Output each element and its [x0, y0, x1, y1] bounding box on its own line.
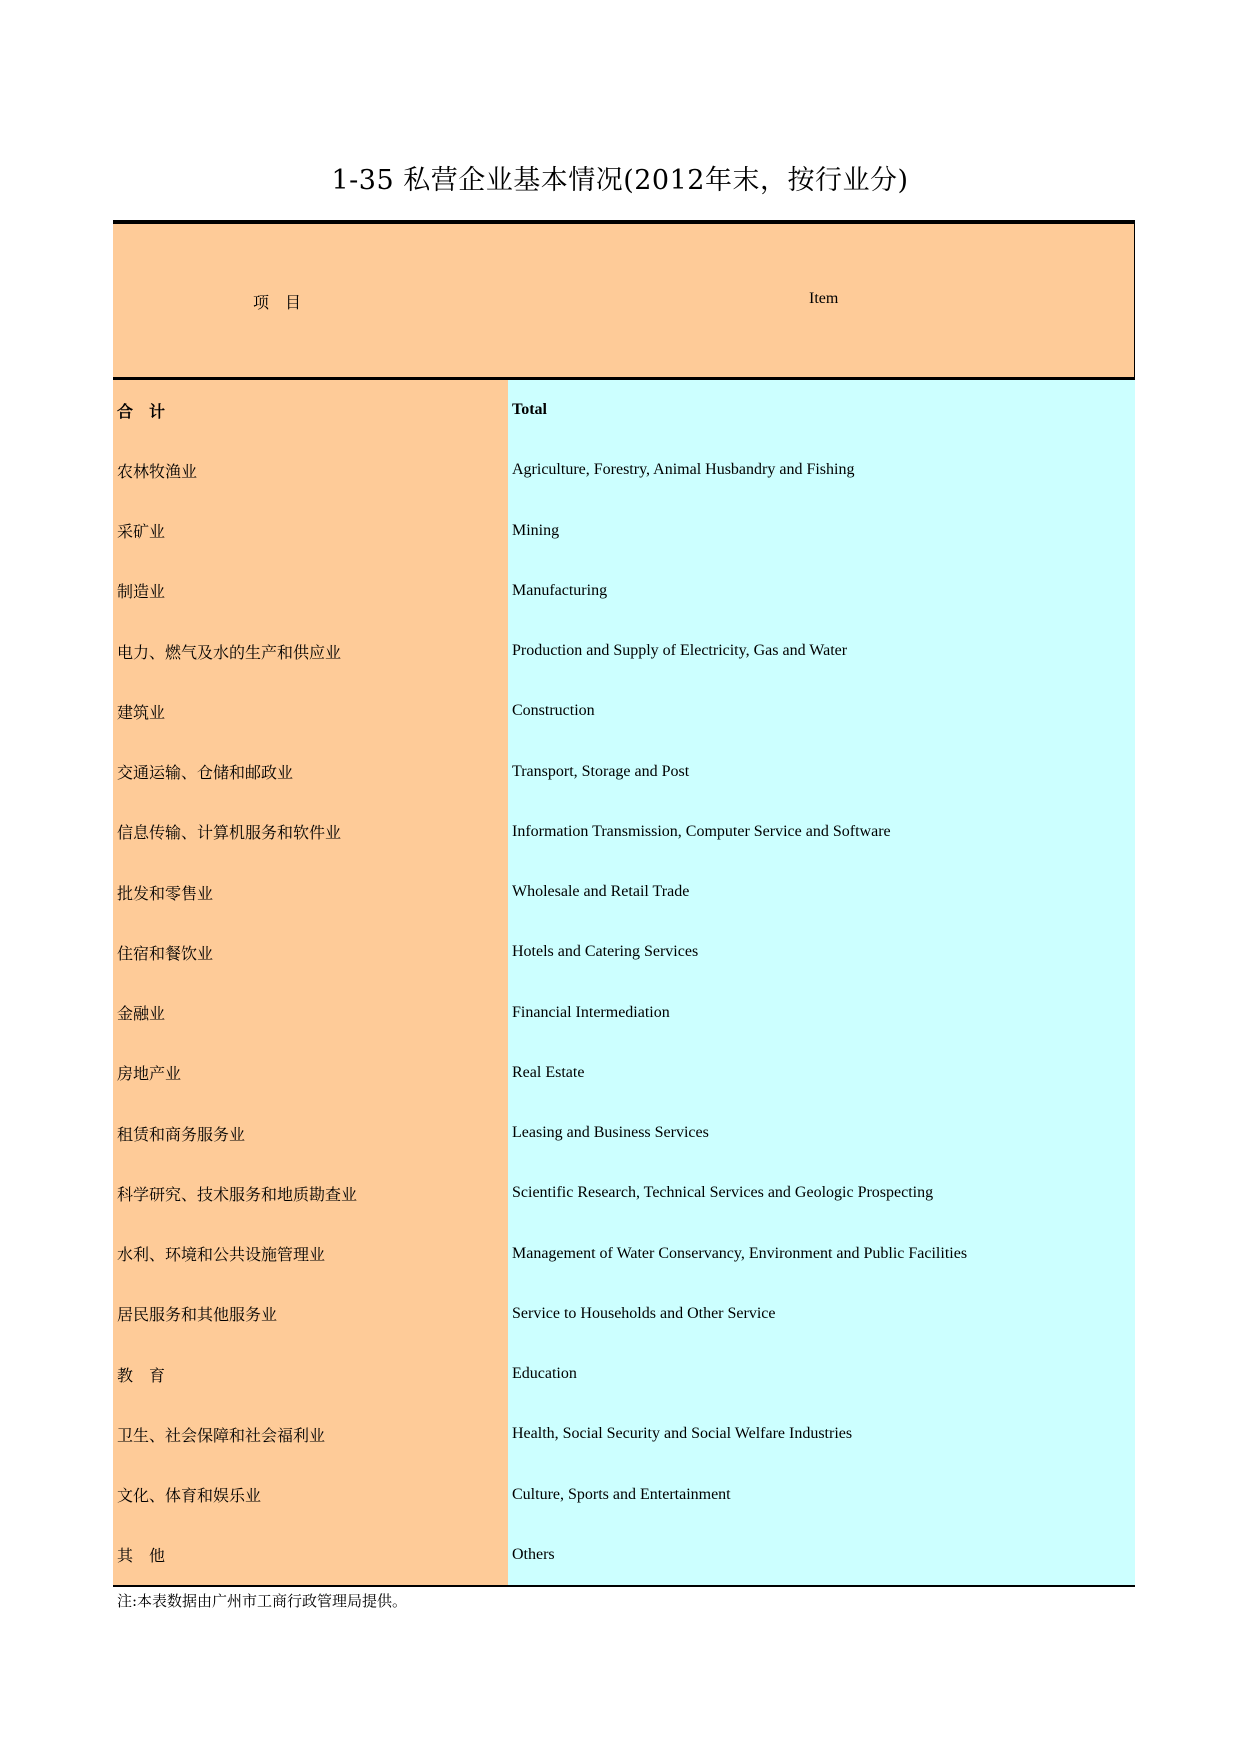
table-row [113, 922, 1135, 982]
row-label-en: Financial Intermediation [508, 983, 1135, 1043]
table-row [113, 681, 1135, 741]
table-row [113, 561, 1135, 621]
row-label-en: Manufacturing [508, 561, 1135, 621]
table-row [113, 862, 1135, 922]
row-label-cn: 批发和零售业 [113, 862, 508, 922]
row-label-en: Leasing and Business Services [508, 1103, 1135, 1163]
table-row [113, 621, 1135, 681]
row-label-cn: 采矿业 [113, 501, 508, 561]
row-label-cn: 合 计 [113, 380, 508, 440]
table-row [113, 1465, 1135, 1525]
row-label-cn: 建筑业 [113, 681, 508, 741]
header-item-cn: 项 目 [253, 293, 302, 312]
row-label-en: Wholesale and Retail Trade [508, 862, 1135, 922]
row-label-en: Service to Households and Other Service [508, 1284, 1135, 1344]
table-row [113, 802, 1135, 862]
row-label-cn: 电力、燃气及水的生产和供应业 [113, 621, 508, 681]
row-label-cn: 水利、环境和公共设施管理业 [113, 1224, 508, 1284]
table-row [113, 501, 1135, 561]
row-label-en: Agriculture, Forestry, Animal Husbandry and Fishing [508, 440, 1135, 500]
table-row [113, 1284, 1135, 1344]
row-label-cn: 交通运输、仓储和邮政业 [113, 742, 508, 802]
row-label-en: Real Estate [508, 1043, 1135, 1103]
row-label-cn: 制造业 [113, 561, 508, 621]
table-row [113, 1404, 1135, 1464]
table-row [113, 983, 1135, 1043]
footnote: 注:本表数据由广州市工商行政管理局提供。 [117, 1592, 408, 1610]
row-label-cn: 科学研究、技术服务和地质勘查业 [113, 1163, 508, 1223]
data-table [113, 220, 1135, 1587]
table-row [113, 742, 1135, 802]
row-label-cn: 金融业 [113, 983, 508, 1043]
table-row [113, 1344, 1135, 1404]
row-label-cn: 租赁和商务服务业 [113, 1103, 508, 1163]
table-row [113, 1525, 1135, 1585]
table-header [113, 220, 1135, 380]
row-label-en: Others [508, 1525, 1135, 1585]
row-label-cn: 农林牧渔业 [113, 440, 508, 500]
row-label-cn: 其 他 [113, 1525, 508, 1585]
table-row [113, 380, 1135, 440]
row-label-en: Total [508, 380, 1135, 440]
row-label-cn: 住宿和餐饮业 [113, 922, 508, 982]
table-row [113, 1043, 1135, 1103]
row-label-cn: 文化、体育和娱乐业 [113, 1465, 508, 1525]
row-label-en: Information Transmission, Computer Service and Software [508, 802, 1135, 862]
row-label-en: Mining [508, 501, 1135, 561]
row-label-en: Culture, Sports and Entertainment [508, 1465, 1135, 1525]
table-row [113, 1224, 1135, 1284]
row-label-cn: 房地产业 [113, 1043, 508, 1103]
page-title: 1-35 私营企业基本情况(2012年末，按行业分) [331, 165, 909, 196]
row-label-cn: 卫生、社会保障和社会福利业 [113, 1404, 508, 1464]
table-row [113, 440, 1135, 500]
row-label-en: Education [508, 1344, 1135, 1404]
row-label-en: Health, Social Security and Social Welfare Industries [508, 1404, 1135, 1464]
row-label-en: Hotels and Catering Services [508, 922, 1135, 982]
row-label-en: Transport, Storage and Post [508, 742, 1135, 802]
table-bottom-border [113, 1585, 1135, 1587]
header-item-en: Item [809, 290, 839, 307]
table-row [113, 1163, 1135, 1223]
row-label-en: Production and Supply of Electricity, Gas and Water [508, 621, 1135, 681]
row-label-en: Management of Water Conservancy, Environment and Public Facilities [508, 1224, 1135, 1284]
row-label-cn: 教 育 [113, 1344, 508, 1404]
row-label-cn: 居民服务和其他服务业 [113, 1284, 508, 1344]
row-label-cn: 信息传输、计算机服务和软件业 [113, 802, 508, 862]
row-label-en: Construction [508, 681, 1135, 741]
row-label-en: Scientific Research, Technical Services and Geologic Prospecting [508, 1163, 1135, 1223]
table-body [113, 380, 1135, 1585]
table-row [113, 1103, 1135, 1163]
